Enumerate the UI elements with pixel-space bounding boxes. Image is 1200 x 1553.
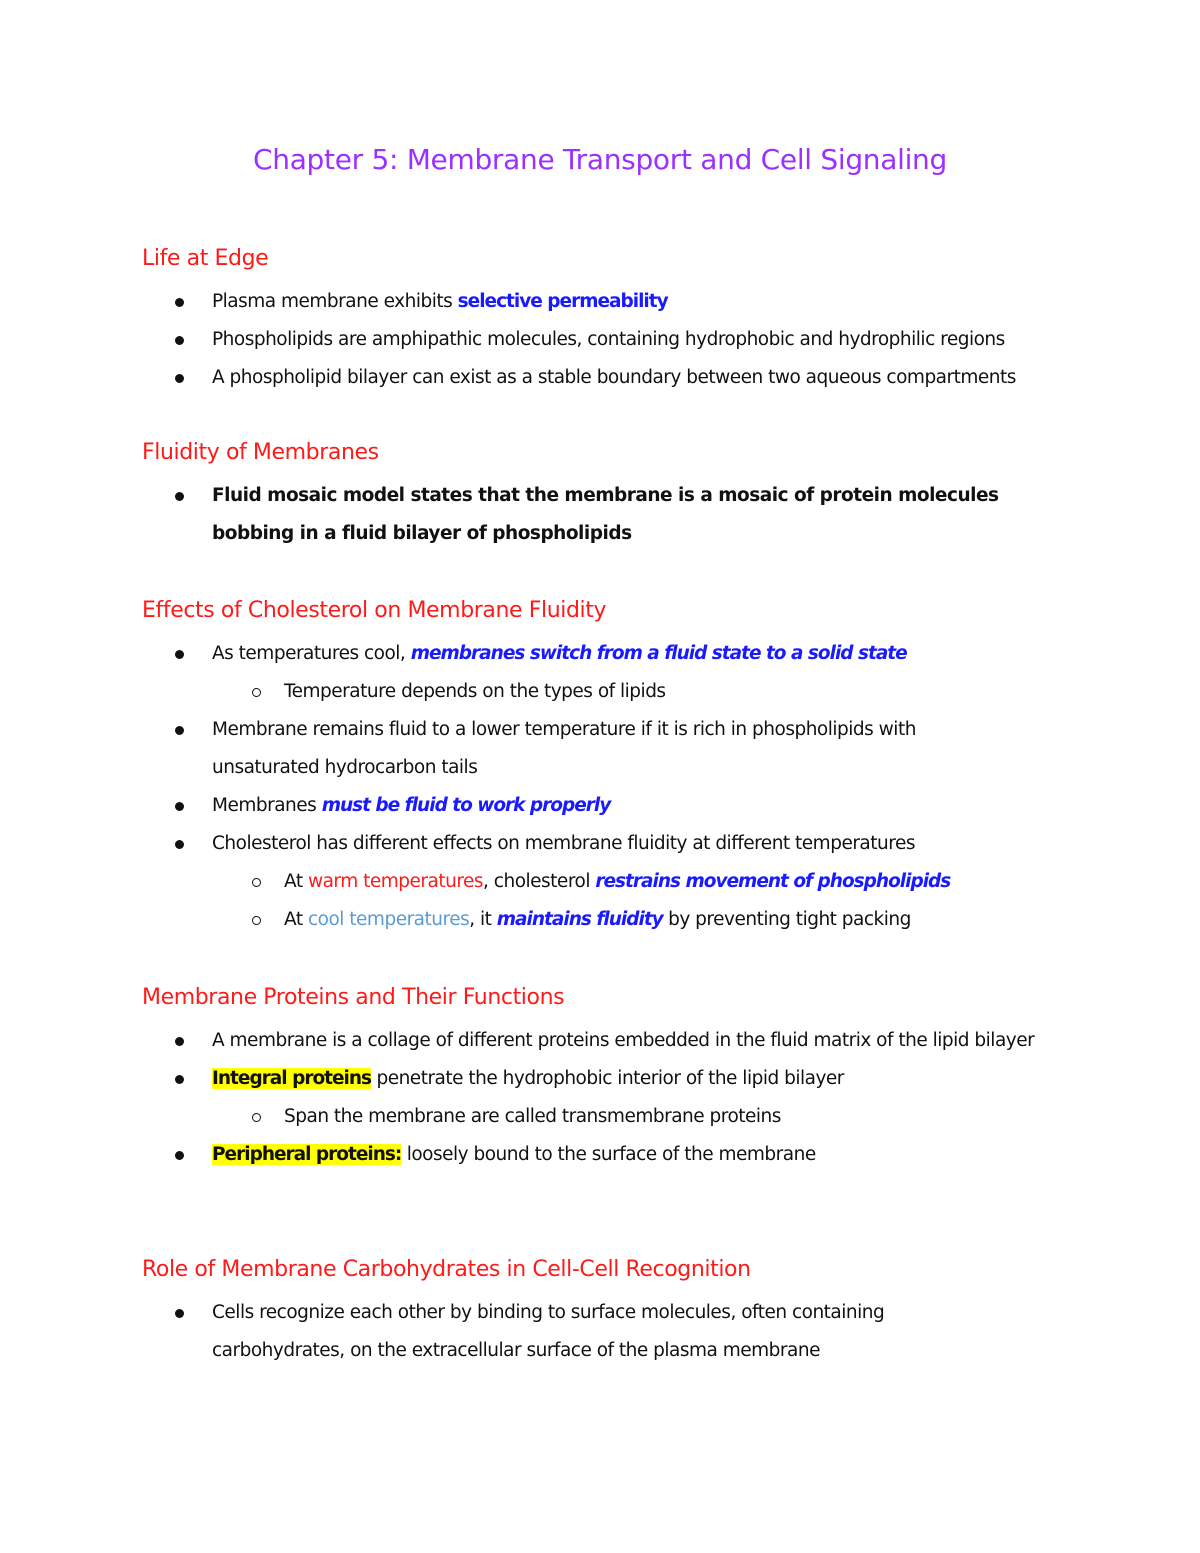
page-title: Chapter 5: Membrane Transport and Cell Signaling xyxy=(253,143,947,176)
list-item xyxy=(142,787,1082,825)
text: penetrate the hydrophobic interior of the lipid bilayer xyxy=(371,1068,844,1089)
list-item: Phospholipids are amphipathic molecules, containing hydrophobic and hydrophilic regions xyxy=(142,321,1082,359)
section-life-at-edge xyxy=(142,243,1082,397)
highlighted-term: Integral proteins xyxy=(212,1068,372,1089)
emphasis-text: maintains fluidity xyxy=(496,909,663,930)
sub-list-item: Span the membrane are called transmembrane proteins xyxy=(142,1098,1082,1136)
list-item: A phospholipid bilayer can exist as a stable boundary between two aqueous compartments xyxy=(142,359,1082,397)
emphasis-text: must be fluid to work properly xyxy=(321,795,611,816)
list-item: A membrane is a collage of different proteins embedded in the fluid matrix of the lipid bilayer xyxy=(142,1022,1082,1060)
text: Plasma membrane exhibits xyxy=(212,291,458,312)
text: At xyxy=(284,871,308,892)
colored-text: cool temperatures xyxy=(307,909,470,930)
bullet-list xyxy=(142,283,1082,397)
emphasis-text: selective permeability xyxy=(457,291,668,312)
bullet-list xyxy=(142,477,1082,553)
text: As temperatures cool, xyxy=(212,643,411,664)
highlighted-term: Peripheral proteins: xyxy=(212,1144,402,1165)
text: At xyxy=(284,909,308,930)
sub-list-item xyxy=(142,901,1082,939)
colored-text: warm temperatures xyxy=(307,871,484,892)
section-carbohydrates xyxy=(142,1254,1082,1370)
bullet-list xyxy=(142,635,1082,939)
list-item: Cholesterol has different effects on membrane fluidity at different temperatures xyxy=(142,825,1082,863)
list-item xyxy=(142,1136,1082,1174)
list-item xyxy=(142,283,1082,321)
sub-list-item xyxy=(142,863,1082,901)
section-heading: Role of Membrane Carbohydrates in Cell-Cell Recognition xyxy=(142,1257,751,1282)
section-heading: Fluidity of Membranes xyxy=(142,440,379,465)
list-item xyxy=(142,635,1082,673)
bullet-list xyxy=(142,1294,1082,1370)
list-item: Membrane remains fluid to a lower temperature if it is rich in phospholipids with unsaturated hydrocarbon tails xyxy=(142,711,1082,787)
text: , it xyxy=(469,909,497,930)
emphasis-text: membranes switch from a fluid state to a solid state xyxy=(410,643,907,664)
text: by preventing tight packing xyxy=(662,909,911,930)
text: loosely bound to the surface of the membrane xyxy=(401,1144,816,1165)
section-fluidity xyxy=(142,437,1082,553)
emphasis-text: restrains movement of phospholipids xyxy=(595,871,951,892)
sub-list-item: Temperature depends on the types of lipids xyxy=(142,673,1082,711)
section-heading: Membrane Proteins and Their Functions xyxy=(142,985,565,1010)
text: , cholesterol xyxy=(483,871,596,892)
bullet-list xyxy=(142,1022,1082,1174)
section-membrane-proteins xyxy=(142,982,1082,1174)
text: Membranes xyxy=(212,795,322,816)
list-item: Cells recognize each other by binding to surface molecules, often containing carbohydrates, on the extracellular surface of the plasma membrane xyxy=(142,1294,1082,1370)
section-heading: Effects of Cholesterol on Membrane Fluidity xyxy=(142,598,607,623)
section-heading: Life at Edge xyxy=(142,246,269,271)
section-cholesterol xyxy=(142,595,1082,939)
list-item xyxy=(142,1060,1082,1098)
list-item: Fluid mosaic model states that the membrane is a mosaic of protein molecules bobbing in a fluid bilayer of phospholipids xyxy=(142,477,1082,553)
